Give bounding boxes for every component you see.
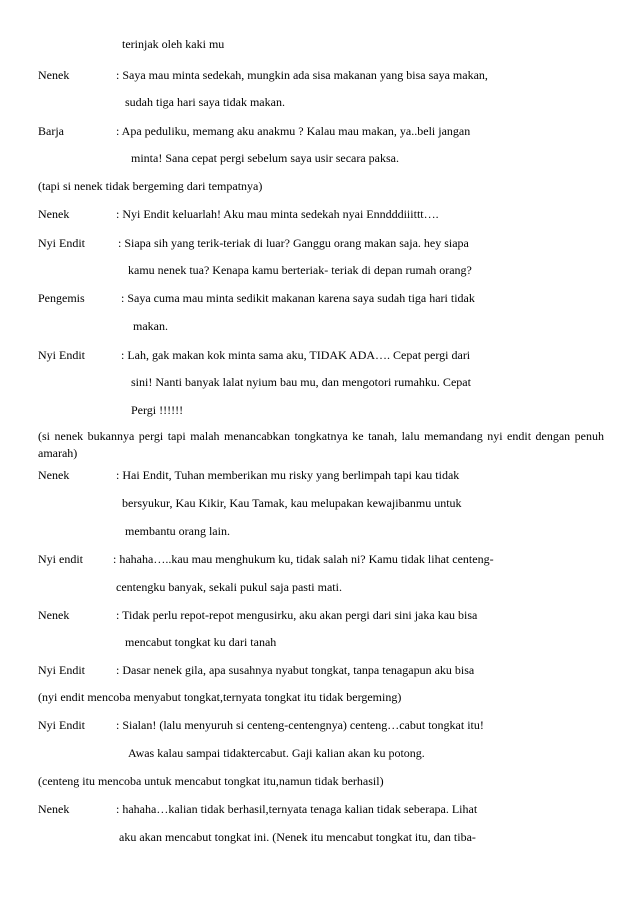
speaker-label: Nenek (38, 608, 70, 622)
speaker-label: Nenek (38, 207, 70, 221)
dialogue-line: : Saya mau minta sedekah, mungkin ada sisa makanan yang bisa saya makan, (116, 68, 488, 82)
dialogue-line: : Lah, gak makan kok minta sama aku, TIDAK ADA…. Cepat pergi dari (121, 348, 471, 362)
dialogue-line: : Siapa sih yang terik-teriak di luar? Ganggu orang makan saja. hey siapa (118, 236, 469, 250)
stage-direction: (nyi endit mencoba menyabut tongkat,ternyata tongkat itu tidak bergeming) (38, 690, 402, 704)
speaker-label: Nenek (38, 802, 70, 816)
speaker-label: Nyi Endit (38, 236, 85, 250)
dialogue-continuation: Pergi !!!!!! (131, 403, 184, 417)
dialogue-continuation: aku akan mencabut tongkat ini. (Nenek itu mencabut tongkat itu, dan tiba- (119, 830, 476, 844)
dialogue-continuation: Awas kalau sampai tidaktercabut. Gaji kalian akan ku potong. (128, 746, 425, 760)
speaker-label: Nyi endit (38, 552, 83, 566)
dialogue-continuation: mencabut tongkat ku dari tanah (125, 635, 277, 649)
dialogue-continuation: kamu nenek tua? Kenapa kamu berteriak- teriak di depan rumah orang? (128, 263, 472, 277)
dialogue-line: : Sialan! (lalu menyuruh si centeng-centengnya) centeng…cabut tongkat itu! (116, 718, 484, 732)
dialogue-continuation: makan. (133, 319, 168, 333)
speaker-label: Nyi Endit (38, 348, 85, 362)
dialogue-line: : Hai Endit, Tuhan memberikan mu risky yang berlimpah tapi kau tidak (116, 468, 460, 482)
speaker-label: Barja (38, 124, 64, 138)
stage-direction: (si nenek bukannya pergi tapi malah menancabkan tongkatnya ke tanah, lalu memandang nyi endit dengan penuh amarah) (38, 429, 604, 460)
dialogue-continuation: sini! Nanti banyak lalat nyium bau mu, dan mengotori rumahku. Cepat (131, 375, 471, 389)
dialogue-line: : hahaha…kalian tidak berhasil,ternyata tenaga kalian tidak seberapa. Lihat (116, 802, 478, 816)
dialogue-line: : Apa peduliku, memang aku anakmu ? Kalau mau makan, ya..beli jangan (116, 124, 471, 138)
dialogue-line: : Saya cuma mau minta sedikit makanan karena saya sudah tiga hari tidak (121, 291, 475, 305)
speaker-label: Nyi Endit (38, 718, 85, 732)
dialogue-continuation: terinjak oleh kaki mu (122, 37, 225, 51)
speaker-label: Nenek (38, 468, 70, 482)
speaker-label: Pengemis (38, 291, 85, 305)
stage-direction: (tapi si nenek tidak bergeming dari tempatnya) (38, 179, 263, 193)
dialogue-line: : Nyi Endit keluarlah! Aku mau minta sedekah nyai Enndddiiittt…. (116, 207, 439, 221)
dialogue-continuation: minta! Sana cepat pergi sebelum saya usir secara paksa. (131, 151, 400, 165)
dialogue-line: : Dasar nenek gila, apa susahnya nyabut tongkat, tanpa tenagapun aku bisa (116, 663, 475, 677)
speaker-label: Nyi Endit (38, 663, 85, 677)
speaker-label: Nenek (38, 68, 70, 82)
dialogue-line: : hahaha…..kau mau menghukum ku, tidak salah ni? Kamu tidak lihat centeng- (113, 552, 494, 566)
dialogue-continuation: sudah tiga hari saya tidak makan. (125, 95, 285, 109)
dialogue-continuation: centengku banyak, sekali pukul saja pasti mati. (116, 580, 342, 594)
stage-direction: (centeng itu mencoba untuk mencabut tongkat itu,namun tidak berhasil) (38, 774, 384, 788)
dialogue-continuation: bersyukur, Kau Kikir, Kau Tamak, kau melupakan kewajibanmu untuk (122, 496, 462, 510)
dialogue-continuation: membantu orang lain. (125, 524, 230, 538)
dialogue-line: : Tidak perlu repot-repot mengusirku, aku akan pergi dari sini jaka kau bisa (116, 608, 478, 622)
